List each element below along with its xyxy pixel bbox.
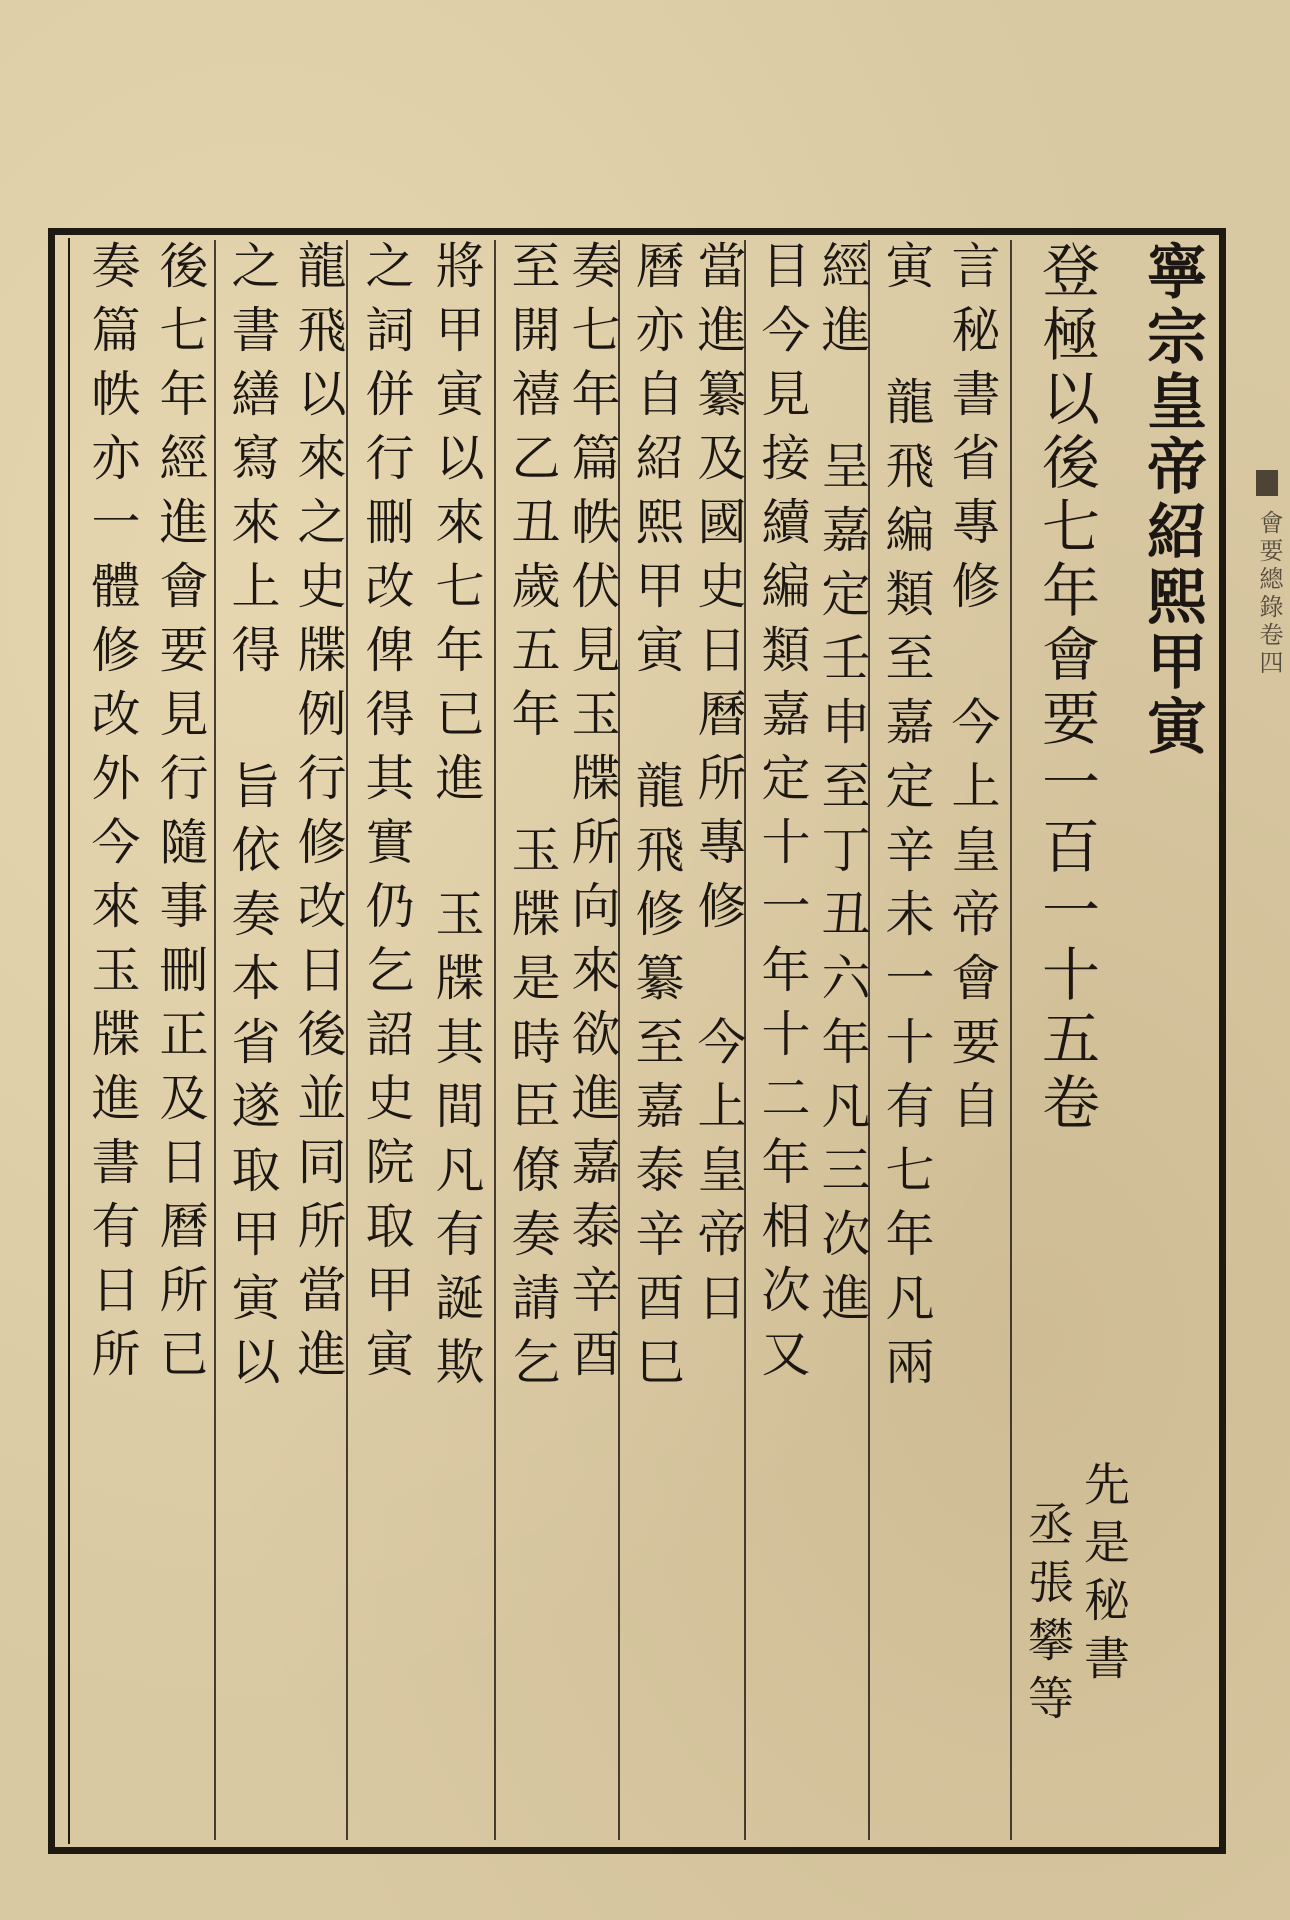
page-edge: [1248, 470, 1290, 1130]
text-column: 言秘書省專修 今上皇帝會要自: [944, 240, 1001, 1144]
heading-column: 寧宗皇帝紹熙甲寅: [1137, 240, 1207, 760]
annotation-block: [1010, 1460, 1130, 1840]
column-rule: [214, 240, 216, 1840]
text-column: 至開禧乙丑歲五年 玉牒是時臣僚奏請乞: [504, 240, 561, 1400]
column-rule: [494, 240, 496, 1840]
edge-block-mark: [1256, 470, 1278, 496]
text-column: 之詞併行刪改俾得其實仍乞詔史院取甲寅: [358, 240, 415, 1392]
annotation-column: 先是秘書: [1077, 1460, 1131, 1692]
text-column: 將甲寅以來七年已進 玉牒其間凡有誕欺: [428, 240, 485, 1400]
heading-column: 登極以後七年會要一百一十五卷: [1032, 240, 1100, 1136]
text-column: 目今見接續編類嘉定十一年十二年相次又: [754, 240, 811, 1392]
text-column: 當進纂及國史日曆所專修 今上皇帝日: [690, 240, 747, 1336]
edge-label: 會要總錄卷四: [1255, 510, 1283, 678]
text-column: 龍飛以來之史牒例行修改日後並同所當進: [290, 240, 347, 1392]
text-column: 之書繕寫來上得 旨依奏本省遂取甲寅以: [224, 240, 281, 1400]
text-column: 寅 龍飛編類至嘉定辛未一十有七年凡兩: [878, 240, 935, 1400]
text-column: 經進 呈嘉定壬申至丁丑六年凡三次進: [814, 240, 871, 1336]
text-column: 奏七年篇帙伏見玉牒所向來欲進嘉泰辛酉: [564, 240, 621, 1392]
text-column: 後七年經進會要見行隨事刪正及日曆所已: [152, 240, 209, 1392]
annotation-column: 丞張攀等: [1021, 1500, 1075, 1732]
text-column: 曆亦自紹熙甲寅 龍飛修纂至嘉泰辛酉巳: [628, 240, 685, 1400]
text-column: 奏篇帙亦一體修改外今來玉牒進書有日所: [84, 240, 141, 1392]
